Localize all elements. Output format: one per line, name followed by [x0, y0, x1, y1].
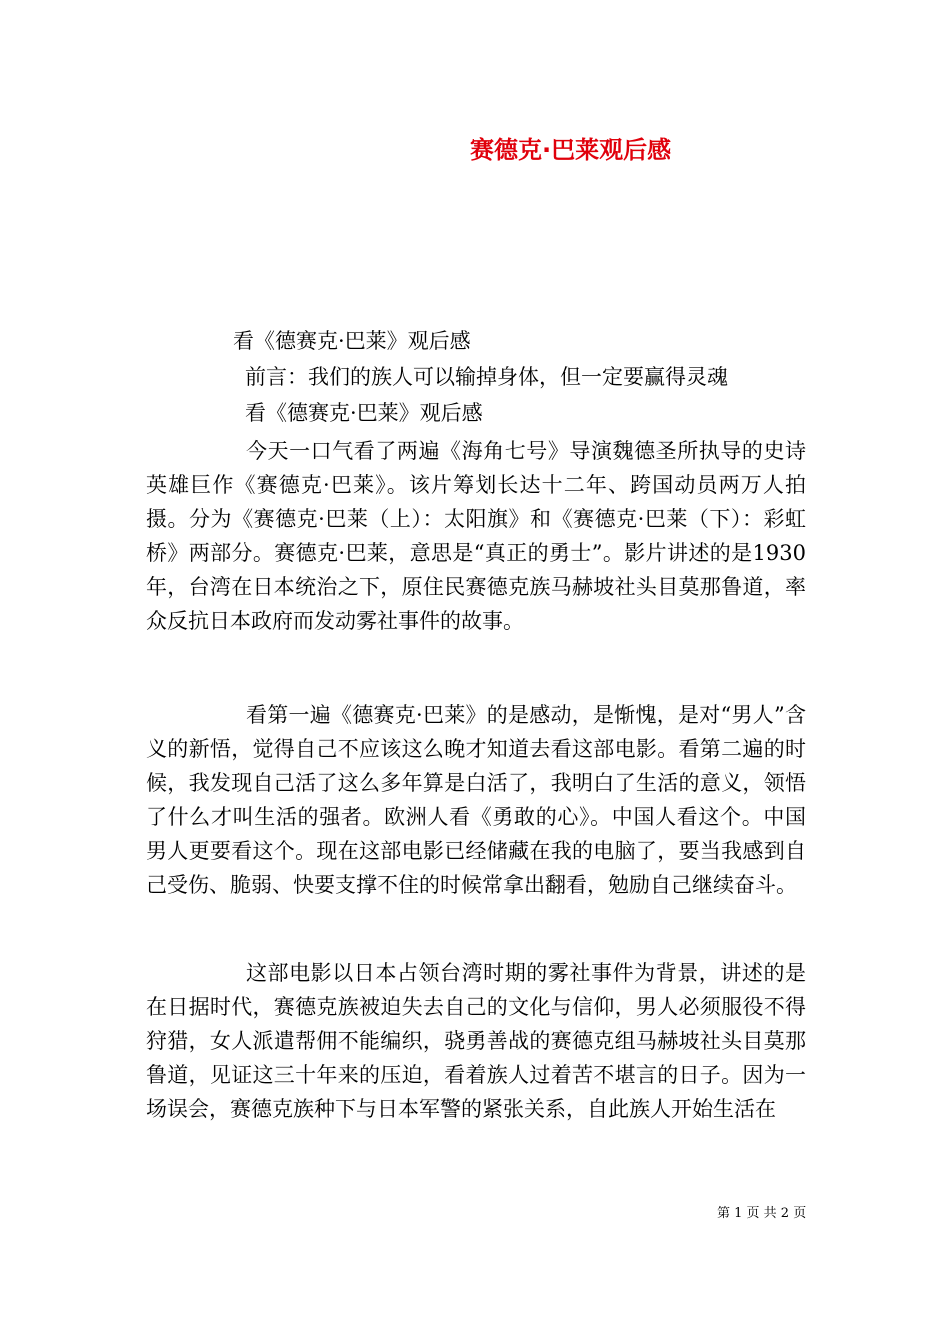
page-footer: 第 1 页 共 2 页 — [717, 1206, 807, 1221]
paragraph-2: 看第一遍《德赛克·巴莱》的是感动，是惭愧，是对“男人”含义的新悟，觉得自己不应该这么晚才知道去看这部电影。看第二遍的时候，我发现自己活了这么多年算是白活了，我明白了生活的意义，领悟了什么才叫生活的强者。欧洲人看《勇敢的心》。中国人看这个。中国男人更要看这个。现在这部电影已经储藏在我的电脑了，要当我感到自己受伤、脆弱、快要支撑不住的时候常拿出翻看，勉励自己继续奋斗。 — [146, 703, 806, 897]
heading-line: 看《德赛克·巴莱》观后感 — [233, 329, 471, 353]
paragraph-3: 这部电影以日本占领台湾时期的雾社事件为背景，讲述的是在日据时代，赛德克族被迫失去自己的文化与信仰，男人必须服役不得狩猎，女人派遣帮佣不能编织，骁勇善战的赛德克组马赫坡社头目莫那鲁道，见证这三十年来的压迫，看着族人过着苦不堪言的日子。因为一场误会，赛德克族种下与日本军警的紧张关系，自此族人开始生活在 — [146, 961, 806, 1121]
paragraph-1: 今天一口气看了两遍《海角七号》导演魏德圣所执导的史诗英雄巨作《赛德克·巴莱》。该片筹划长达十二年、跨国动员两万人拍摄。分为《赛德克·巴莱（上）：太阳旗》和《赛德克·巴莱（下）：彩虹桥》两部分。赛德克·巴莱，意思是“真正的勇士”。影片讲述的是1930年，台湾在日本统治之下，原住民赛德克族马赫坡社头目莫那鲁道，率众反抗日本政府而发动雾社事件的故事。 — [146, 439, 806, 633]
document-title: 赛德克·巴莱观后感 — [470, 136, 672, 164]
subheading-line: 看《德赛克·巴莱》观后感 — [245, 401, 483, 425]
preface-line: 前言：我们的族人可以输掉身体，但一定要赢得灵魂 — [245, 365, 728, 389]
